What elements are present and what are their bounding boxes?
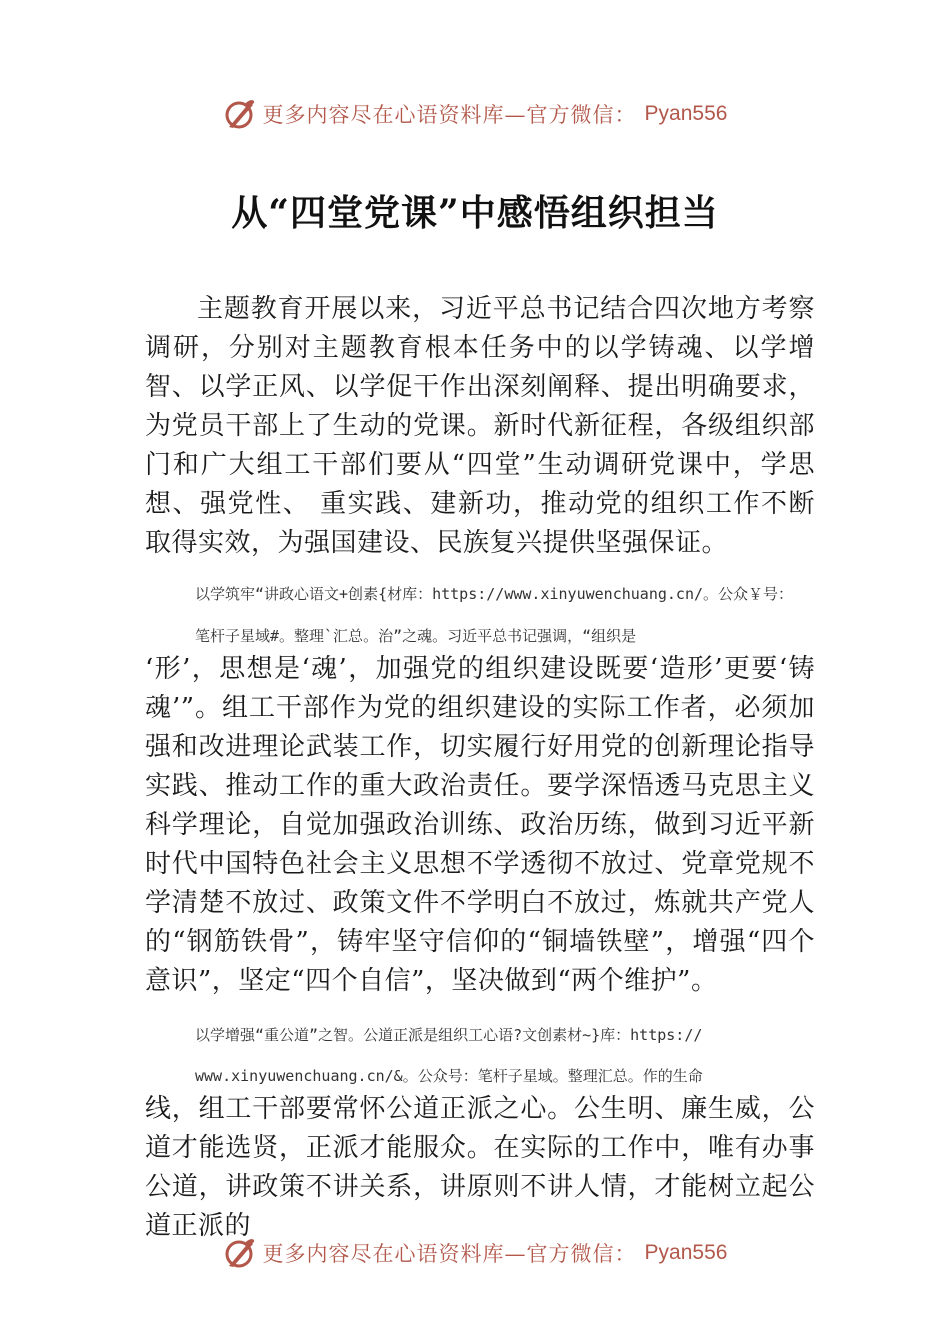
inserted-note-2-line-2: www.xinyuwenchuang.cn/&。公众号：笔杆子星域。整理汇总。作的生命	[195, 1067, 703, 1085]
inserted-note-2-line-1: 以学增强“重公道”之智。公道正派是组织工心语?文创素材~}库：https://	[195, 1026, 703, 1044]
watermark-wechat-id: Pyan556	[644, 1241, 728, 1264]
watermark-text: 更多内容尽在心语资料库—官方微信：	[262, 1242, 637, 1266]
inserted-note-1-line-2: 笔杆子星域#。整理`汇总。治”之魂。习近平总书记强调，“组织是	[195, 627, 637, 645]
footer-watermark	[0, 1233, 950, 1273]
body-paragraph-2: ‘形’，思想是‘魂’，加强党的组织建设既要‘造形’更要‘铸魂’”。组工干部作为党的组织建设的实际工作者，必须加强和改进理论武装工作，切实履行好用党的创新理论指导实践、推动工作的重大政治责任。要学深悟透马克思主义科学理论，自觉加强政治训练、政治历练，做到习近平新时代中国特色社会主义思想不学透彻不放过、党章党规不学清楚不放过、政策文件不学明白不放过，炼就共产党人的“钢筋铁骨”，铸牢坚守信仰的“铜墙铁壁”，增强“四个意识”，坚定“四个自信”，坚决做到“两个维护”。	[145, 654, 815, 996]
document-title: 从“四堂党课”中感悟组织担当	[231, 192, 719, 234]
body-paragraph-1: 主题教育开展以来，习近平总书记结合四次地方考察调研，分别对主题教育根本任务中的以学铸魂、以学增智、以学正风、以学促干作出深刻阐释、提出明确要求，为党员干部上了生动的党课。新时代新征程，各级组织部门和广大组工干部们要从“四堂”生动调研党课中，学思想、强党性、 重实践、建新功，推动党的组织工作不断取得实效，为强国建设、民族复兴提供坚强保证。	[145, 294, 815, 558]
body-paragraph-3: 线，组工干部要常怀公道正派之心。公生明、廉生威，公道才能选贤，正派才能服众。在实际的工作中，唯有办事公道，讲政策不讲关系，讲原则不讲人情，才能树立起公道正派的	[145, 1094, 815, 1241]
inserted-note-1-line-1: 以学筑牢“讲政心语文+创素{材库：https://www.xinyuwenchuang.cn/。公众￥号：	[195, 585, 794, 603]
watermark-wechat-id: Pyan556	[644, 102, 728, 125]
quill-pen-logo-icon	[223, 1236, 257, 1270]
watermark-text: 更多内容尽在心语资料库—官方微信：	[262, 103, 637, 127]
header-watermark	[0, 94, 950, 134]
quill-pen-logo-icon	[223, 97, 257, 131]
